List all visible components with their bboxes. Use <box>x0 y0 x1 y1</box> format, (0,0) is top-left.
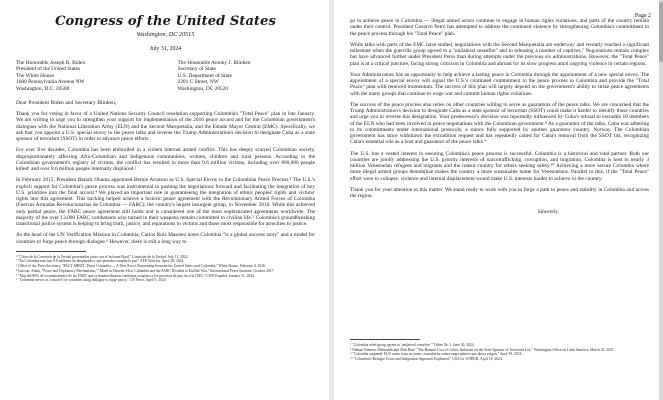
footnote: ¹ "Cifras de la Comisión de la Verdad presentadas junto con el Informe Final," Comisión de la Verdad, July 11, 2022. <box>16 254 189 259</box>
letter-page-1 <box>0 0 329 400</box>
body-paragraph: While talks with parts of the EMC have stalled, negotiations with the Second Marquetalia are underway and recently reached a significant milestone when the guerrilla group agreed to a "unilateral ceasefire" and to releasing a number of captives.⁷ Negotiations remain complex but have advanced further under President Petro than during attempts under the previous six administrations. However, the "Total Peace" plan is at a critical juncture, facing strong criticism in Colombia and abroad for its slow progress amid ongoing violence in certain regions. <box>350 41 649 67</box>
body-paragraph: Thank you for voting in favor of a United Nations Security Council resolution supporting Colombia's "Total Peace" plan in late January. We are writing to urge you to strengthen your support for implementation of the 2016 peace accord and for the Colombian government's dialogues with the National Liberation Army (ELN) and the Second Marquetalia, and the Estado Mayor Central (EMC). Specifically, we ask that you appoint a U.S. special envoy to the peace talks and reverse the Trump Administration's decision to designate Cuba as a state sponsor of terrorism (SSOT) in order to advance peace efforts. <box>16 111 315 143</box>
footnote-divider <box>16 251 86 252</box>
footnote: ³ Office of the Press Secretary, "FACT SHEET: Peace Colombia — A New Era of Partnership between the United States and Colombia," White House, February 4, 2016. <box>16 264 266 269</box>
footnote: ⁸ Nathan Vanessa, Melandrik and Alan Betz, "The Remote Cost of Cuba's Inclusion on the State Sponsor of Terrorism List," Washington Office on Latin America, March 25, 2021. <box>350 347 615 352</box>
page-number: Page 2 <box>634 13 651 19</box>
address-line: Washington, DC 20520 <box>177 85 229 92</box>
body-paragraph: As the head of the UN Verification Mission in Colombia, Carlos Ruiz Massieu notes Colombia "is a global success story" and a model for countries to forge peace through dialogue.⁶ However, there is still a long way to <box>16 232 315 245</box>
closing: Sincerely, <box>537 209 559 216</box>
address-line: The Honorable Antony J. Blinken <box>177 60 251 66</box>
footnotes <box>350 339 649 362</box>
body-paragraph: The U.S. has a vested interest in ensuring Colombia's peace process is successful. Colombia is a historical and vital partner. Both our countries are jointly addressing the U.S. priority interests of narcotrafficking, corruption, and migration. Colombia is host to nearly 3 million Venezuelan refugees and migrants and the transit country for others seeking safety.¹⁰ Achieving a more secure Colombia where more illegal armed groups demobilize makes the country a more sustainable home for Venezuelans. Parallel to this, if the "Total Peace" effort were to collapse, violence and internal displacement would make U.S. interests harder to achieve in the country. <box>350 150 649 182</box>
letterhead-city: Washington, DC 20515 <box>136 31 195 38</box>
body-paragraph: Your Administration has an opportunity to help achieve a lasting peace in Colombia through the appointment of a new special envoy. The appointment of a special envoy will signal the U.S.'s continued commitment to the peace process in Colombia and provide the "Total Peace" plan with renewed momentum. The success of this plan will largely depend on the government's ability to strike peace agreements with the many groups that continue to wage war and commit human rights violations. <box>350 71 649 97</box>
footnote: ⁶ "Colombia serves as 'a model' for countries using dialogue to forge peace," CN News, April 9, 2024. <box>16 278 167 283</box>
footnote-divider <box>350 339 420 340</box>
letterhead-title: Congress of the United States <box>55 14 276 29</box>
body-paragraph: Thank you for your attention to this matter. We stand ready to work with you to forge a path to peace and stability in Colombia and across the region. <box>350 186 649 199</box>
recipient-addresses <box>16 60 315 92</box>
address-line: 2201 C Street, NW <box>177 79 219 86</box>
address-line: Washington, D.C. 20500 <box>16 85 70 92</box>
letter-date: July 31, 2024 <box>149 46 182 52</box>
body-paragraph: go to achieve peace in Colombia — illegal armed actors continue to engage in human rights violations, and parts of the country remain under their control. President Gustavo Petro has attempted to address the continued violence by strengthening Colombia's commitment to the peace process through his "Total Peace" plan. <box>350 18 649 37</box>
address-line: The White House <box>16 72 54 79</box>
footnote: ⁷ "Colombia rebel group agrees to 'unilateral ceasefire'," Tribes No.1, June 30, 2024. <box>350 343 475 347</box>
footnote: ² "En Colombia más hay 8.6 millones de desplazados: que pensaba cumplía la paz", EFE Noticias, April 28, 2024. <box>16 259 185 264</box>
footnote: ⁵ "Más del 80% de excombatientes de las FARC que se desmovilizaron continúan acogidos a los procesos de paz, dice la ONU," CNN Español, January 11, 2024. <box>16 273 255 278</box>
footnote: ¹⁰ "Colombia's Refugee Crisis and Integration Approach Explained," USA for UNHCR, April 18, 2024. <box>350 357 503 362</box>
letter-page-2 <box>334 0 663 400</box>
address-line: The Honorable Joseph R. Biden <box>16 60 86 66</box>
footnote: ⁹ "Colombia suspende ELN como otras acciones, extradición contra negociadores que ahora exigen," April 19, 2021. <box>350 352 523 357</box>
footnotes <box>16 255 315 283</box>
body-paragraph: The success of the peace process also relies on other countries willing to serve as guarantors of the peace talks. We are concerned that the Trump Administration's decision to designate Cuba as a state sponsor of terrorism (SSOT) could make it harder to identify those countries and urge you to reverse this designation. Your predecessor's decision was reportedly influenced by Cuba's refusal to extradite 10 members of the ELN who had been involved in peace negotiations with the Colombian government.⁸ As a guarantor of the talks, Cuba was adhering to its commitments under international protocols, a stance fully supported by another guarantor country, Norway. The Colombian government has since withdrawn the extradition request and has repeatedly called for Cuba's removal from the SSOT list, recognizing Cuba's essential role as a host and guarantor of the peace talks.⁹ <box>350 101 649 146</box>
body-paragraph: In February 2015, President Barack Obama appointed Bernie Aronson as U.S. Special Envoy to the Colombian Peace Process.³ The U.S.'s explicit support for Colombia's peace process was instrumental in pushing the negotiations forward and facilitating the integration of key U.S. priorities into the final accord.⁴ We played an important role in guaranteeing the integration of ethnic peoples' rights and victims' rights into this agreement. This backing helped achieve a historic peace agreement with the Revolutionary Armed Forces of Colombia (Fuerzas Armadas Revolucionarias de Colombia — FARC), the country's largest insurgent group, in November 2016. While this achieved only partial peace, the FARC peace agreement still holds and is considered one of the most sophisticated agreements worldwide. The majority of the over 13,000 FARC combatants who turned in their weapons remain committed to civilian life.⁵ Colombia's groundbreaking transitional justice system is helping to bring truth, justice, and reparations to victims and those most responsible for atrocities to justice. <box>16 177 315 228</box>
scrollbar-thumb[interactable] <box>659 2 663 62</box>
recipient-right <box>154 60 316 92</box>
address-line: U.S. Department of State <box>177 72 232 79</box>
address-line: 1600 Pennsylvania Avenue NW <box>16 79 85 86</box>
footnote-list <box>350 343 649 362</box>
salutation: Dear President Biden and Secretary Blinken, <box>16 100 117 107</box>
footnote: ⁴ Isacson, Adam, "Peace and Diplomacy Mechanisms," "Made in Heaven: How Colombia and the FARC Decided to End the War," International Peace Institute, October 2017. <box>16 268 275 273</box>
body-paragraph: For over five decades, Colombia has been embroiled in a violent internal armed conflict. This has deeply scarred Colombian society, disproportionately affecting Afro-Colombian and Indigenous communities, women, children and rural persons. According to the Colombian government's registry of victims, the conflict has resulted in more than 9.6 million victims, including over 800,000 people killed¹ and over 8.6 million people internally displaced.² <box>16 147 315 173</box>
recipient-left <box>16 60 154 92</box>
address-line: Secretary of State <box>177 66 216 73</box>
vertical-scrollbar[interactable] <box>659 0 663 400</box>
address-line: President of the United States <box>16 66 81 73</box>
page-2-body <box>350 18 649 215</box>
